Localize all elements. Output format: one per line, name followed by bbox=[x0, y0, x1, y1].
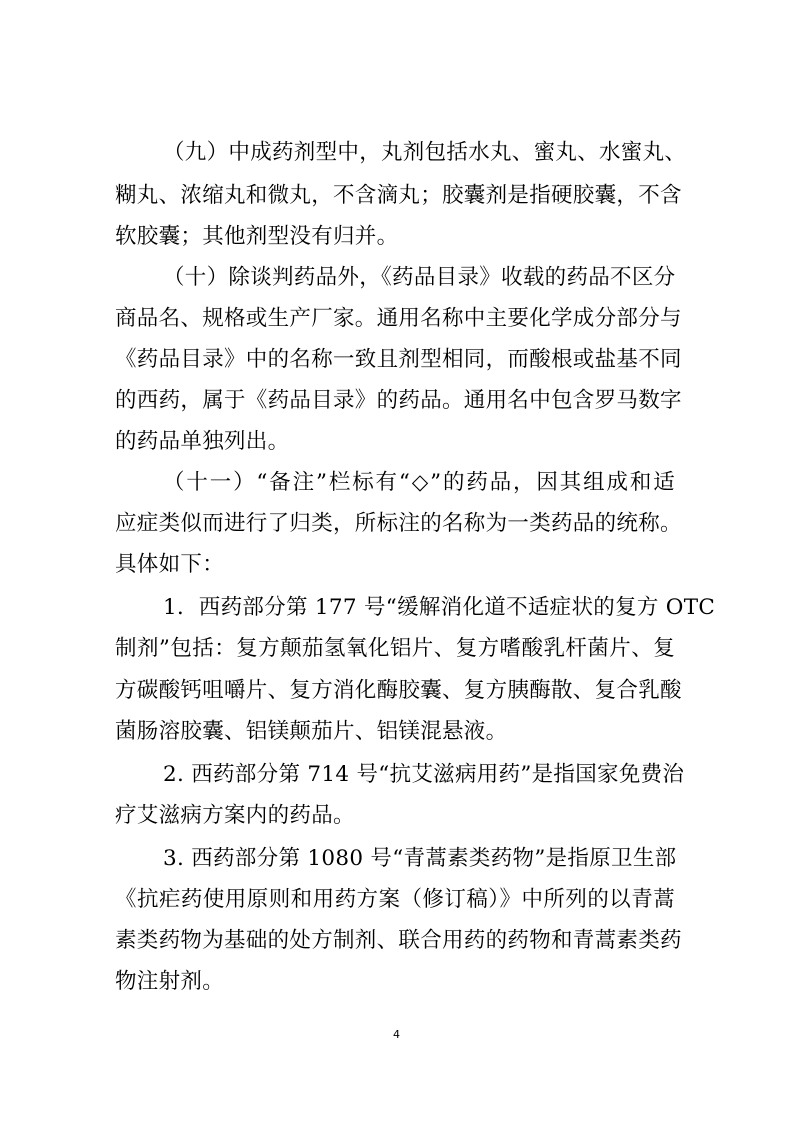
paragraph-line: 软胶囊；其他剂型没有归并。 bbox=[115, 224, 399, 249]
paragraph-line: （十）除谈判药品外，《药品目录》收载的药品不区分 bbox=[163, 265, 676, 290]
paragraph-line: 《药品目录》中的名称一致且剂型相同，而酸根或盐基不同 bbox=[115, 347, 682, 372]
paragraph-line: 方碳酸钙咀嚼片、复方消化酶胶囊、复方胰酶散、复合乳酸 bbox=[115, 678, 682, 703]
paragraph-line: 商品名、规格或生产厂家。通用名称中主要化学成分部分与 bbox=[115, 306, 682, 331]
paragraph-line: 制剂”包括：复方颠茄氢氧化铝片、复方嗜酸乳杆菌片、复 bbox=[115, 636, 675, 661]
paragraph-line: 糊丸、浓缩丸和微丸，不含滴丸；胶囊剂是指硬胶囊，不含 bbox=[115, 183, 682, 208]
page-number: 4 bbox=[393, 1028, 400, 1041]
paragraph-line: 2. 西药部分第 714 号“抗艾滋病用药”是指国家免费治 bbox=[163, 762, 685, 787]
paragraph-line: 疗艾滋病方案内的药品。 bbox=[115, 803, 355, 828]
paragraph-line: 3. 西药部分第 1080 号“青蒿素类药物”是指原卫生部 bbox=[163, 846, 677, 871]
paragraph-line: 《抗疟药使用原则和用药方案（修订稿）》中所列的以青蒿 bbox=[115, 887, 675, 912]
paragraph-line: （九）中成药剂型中，丸剂包括水丸、蜜丸、水蜜丸、 bbox=[163, 140, 687, 165]
paragraph-line: 素类药物为基础的处方制剂、联合用药的药物和青蒿素类药 bbox=[115, 928, 682, 953]
paragraph-line: 的西药，属于《药品目录》的药品。通用名中包含罗马数字 bbox=[115, 388, 682, 413]
paragraph-line: （十一）“备注”栏标有“◇”的药品，因其组成和适 bbox=[163, 470, 675, 495]
paragraph-line: 应症类似而进行了归类，所标注的名称为一类药品的统称。 bbox=[115, 511, 682, 536]
paragraph-line: 1．西药部分第 177 号“缓解消化道不适症状的复方 OTC bbox=[163, 595, 716, 620]
paragraph-line: 菌肠溶胶囊、铝镁颠茄片、铝镁混悬液。 bbox=[115, 719, 508, 744]
paragraph-line: 的药品单独列出。 bbox=[115, 429, 290, 454]
paragraph-line: 物注射剂。 bbox=[115, 969, 225, 994]
paragraph-line: 具体如下： bbox=[115, 552, 225, 577]
